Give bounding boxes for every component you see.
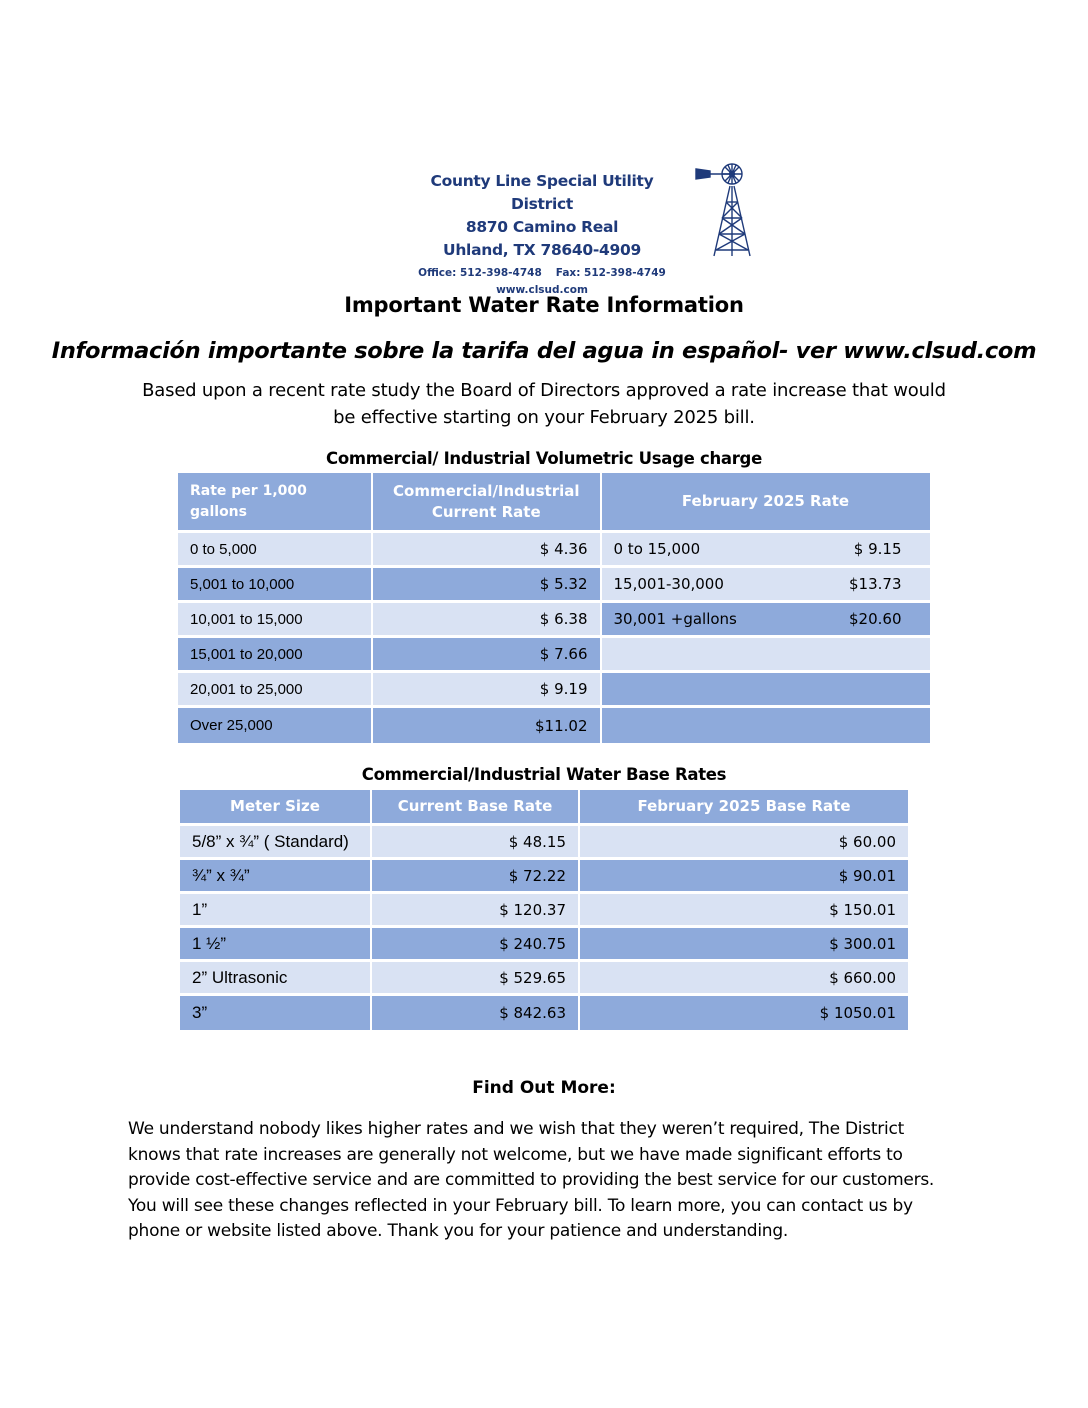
current-rate-cell: $ 5.32 xyxy=(373,568,602,603)
meter-size-cell: ¾” x ¾” xyxy=(180,860,372,894)
column-header: February 2025 Base Rate xyxy=(580,790,908,826)
address-line2: Uhland, TX 78640-4909 xyxy=(443,241,641,259)
feb-base-cell: $ 60.00 xyxy=(580,826,908,860)
table-row xyxy=(178,708,930,743)
feb-rate-cell xyxy=(602,568,930,603)
usage-table-caption: Commercial/ Industrial Volumetric Usage charge xyxy=(326,449,762,468)
table-row xyxy=(180,962,908,996)
fax-number: Fax: 512-398-4749 xyxy=(555,267,666,279)
office-phone: Office: 512-398-4748 xyxy=(418,267,542,279)
current-base-cell: $ 72.22 xyxy=(372,860,580,894)
letterhead xyxy=(404,170,764,296)
current-rate-cell: $11.02 xyxy=(373,708,602,743)
feb-rate: $20.60 xyxy=(849,610,902,628)
column-header: Current Base Rate xyxy=(372,790,580,826)
range-cell: 20,001 to 25,000 xyxy=(178,673,373,708)
current-base-cell: $ 48.15 xyxy=(372,826,580,860)
meter-size-cell: 1 ½” xyxy=(180,928,372,962)
table-row xyxy=(178,638,930,673)
feb-rate-cell xyxy=(602,533,930,568)
intro-paragraph: Based upon a recent rate study the Board of Directors approved a rate increase that would be effective starting on your February 2025 bill. xyxy=(142,380,946,428)
range-cell: 10,001 to 15,000 xyxy=(178,603,373,638)
current-base-cell: $ 529.65 xyxy=(372,962,580,996)
feb-base-cell: $ 150.01 xyxy=(580,894,908,928)
feb-rate: $ 9.15 xyxy=(853,540,902,558)
table-row xyxy=(178,568,930,603)
column-header: Rate per 1,000 gallons xyxy=(178,473,373,533)
table-header-row xyxy=(180,790,908,826)
current-base-cell: $ 240.75 xyxy=(372,928,580,962)
website: www.clsud.com xyxy=(496,284,588,296)
table-header-row xyxy=(178,473,930,533)
current-rate-cell: $ 7.66 xyxy=(373,638,602,673)
meter-size-cell: 2” Ultrasonic xyxy=(180,962,372,996)
table-row xyxy=(180,860,908,894)
org-name: County Line Special Utility District xyxy=(430,172,654,213)
find-out-more-title: Find Out More: xyxy=(472,1078,616,1098)
current-rate-cell: $ 4.36 xyxy=(373,533,602,568)
address-line1: 8870 Camino Real xyxy=(465,218,619,236)
spanish-subtitle: Información importante sobre la tarifa del agua in español- ver www.clsud.com xyxy=(51,338,1037,364)
column-header: Commercial/Industrial Current Rate xyxy=(373,473,602,533)
meter-size-cell: 3” xyxy=(180,996,372,1030)
table-row xyxy=(178,673,930,708)
table-row xyxy=(178,533,930,568)
current-rate-cell: $ 6.38 xyxy=(373,603,602,638)
meter-size-cell: 1” xyxy=(180,894,372,928)
table-row xyxy=(178,603,930,638)
page-title: Important Water Rate Information xyxy=(344,293,744,317)
current-base-cell: $ 842.63 xyxy=(372,996,580,1030)
column-header: Meter Size xyxy=(180,790,372,826)
letterhead-text xyxy=(404,170,680,298)
current-rate-cell: $ 9.19 xyxy=(373,673,602,708)
table-row xyxy=(180,996,908,1030)
feb-range: 15,001-30,000 xyxy=(613,575,724,593)
feb-rate-cell xyxy=(602,638,930,673)
feb-rate-cell xyxy=(602,708,930,743)
range-cell: Over 25,000 xyxy=(178,708,373,743)
feb-range: 0 to 15,000 xyxy=(613,540,701,558)
feb-rate-cell xyxy=(602,673,930,708)
table-row xyxy=(180,826,908,860)
current-base-cell: $ 120.37 xyxy=(372,894,580,928)
usage-rate-table xyxy=(178,473,930,743)
base-rate-table xyxy=(180,790,908,1030)
column-header: February 2025 Rate xyxy=(602,473,930,533)
range-cell: 15,001 to 20,000 xyxy=(178,638,373,673)
contact-line xyxy=(404,264,680,282)
table-row xyxy=(180,928,908,962)
meter-size-cell: 5/8” x ¾” ( Standard) xyxy=(180,826,372,860)
table-row xyxy=(180,894,908,928)
feb-rate-cell xyxy=(602,603,930,638)
feb-base-cell: $ 90.01 xyxy=(580,860,908,894)
feb-base-cell: $ 660.00 xyxy=(580,962,908,996)
range-cell: 5,001 to 10,000 xyxy=(178,568,373,603)
range-cell: 0 to 5,000 xyxy=(178,533,373,568)
feb-base-cell: $ 300.01 xyxy=(580,928,908,962)
find-out-more-body: We understand nobody likes higher rates and we wish that they weren’t required, The District knows that rate increases are generally not welcome, but we have made significant efforts to provide cost-effective service and are committed to providing the best service for our customers. You will see these changes reflected in your February bill. To learn more, you can contact us by phone or website listed above. Thank you for your patience and understanding. xyxy=(128,1119,935,1241)
feb-rate: $13.73 xyxy=(849,575,902,593)
feb-range: 30,001 +gallons xyxy=(613,610,737,628)
base-table-caption: Commercial/Industrial Water Base Rates xyxy=(361,765,727,784)
feb-base-cell: $ 1050.01 xyxy=(580,996,908,1030)
windmill-icon xyxy=(692,160,756,260)
